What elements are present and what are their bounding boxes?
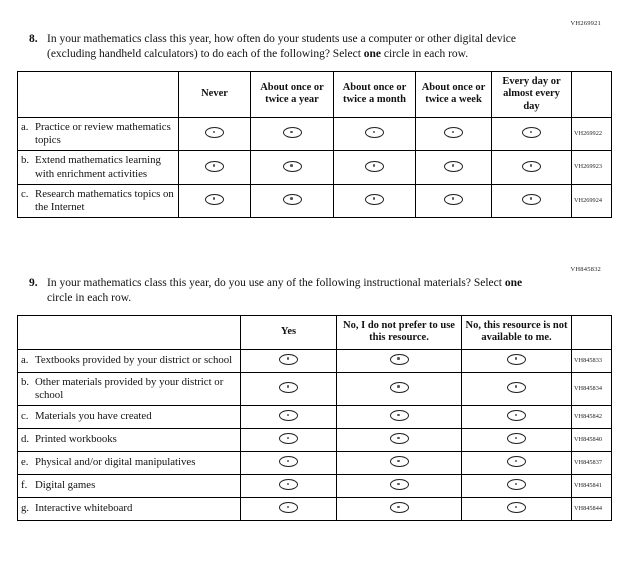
response-oval[interactable] [390,354,409,365]
response-oval[interactable] [279,410,298,421]
response-oval[interactable] [444,161,463,172]
option-cell [337,406,462,429]
corner-cell [18,315,241,349]
option-cell [462,349,572,372]
option-cell [179,184,251,217]
column-header-never: Never [179,71,251,117]
option-cell [241,475,337,498]
response-oval[interactable] [390,456,409,467]
q8-header-row [18,71,612,117]
response-oval[interactable] [507,410,526,421]
option-cell [334,184,416,217]
column-header-year: About once or twice a year [251,71,334,117]
option-cell [251,118,334,151]
response-oval[interactable] [279,354,298,365]
corner-cell [18,71,179,117]
item-code: VH845834 [572,372,612,405]
q9-text-part2: circle in each row. [47,291,132,304]
response-oval[interactable] [205,194,224,205]
row-label: a. Practice or review mathematics topics [18,118,179,151]
response-oval[interactable] [283,194,302,205]
item-code: VH845841 [572,475,612,498]
column-header-yes: Yes [241,315,337,349]
response-oval[interactable] [507,433,526,444]
option-cell [334,118,416,151]
option-cell [462,452,572,475]
option-cell [337,372,462,405]
q8-bold-word: one [363,47,382,60]
option-cell [337,349,462,372]
response-oval[interactable] [444,194,463,205]
option-cell [492,118,572,151]
option-cell [241,372,337,405]
q8-text-part2: circle in each row. [381,47,469,60]
option-cell [337,452,462,475]
q8-version-code: VH269921 [570,20,601,27]
option-cell [241,349,337,372]
table-row [18,184,612,217]
response-oval[interactable] [365,161,384,172]
q9-version-code: VH845832 [570,266,601,274]
item-code: VH269924 [572,184,612,217]
item-code: VH845844 [572,498,612,521]
item-code: VH845840 [572,429,612,452]
item-code: VH845842 [572,406,612,429]
response-oval[interactable] [522,127,541,138]
q8-text-part1: In your mathematics class this year, how often do your students use a computer or other digital device (excluding handheld calculators) to do each of the following? Select [47,33,516,60]
response-oval[interactable] [279,502,298,513]
response-oval[interactable] [279,456,298,467]
option-cell [492,151,572,184]
response-oval[interactable] [507,479,526,490]
q9-header-row [18,315,612,349]
column-header-everyday: Every day or almost every day [492,71,572,117]
response-oval[interactable] [507,456,526,467]
option-cell [337,498,462,521]
response-oval[interactable] [205,127,224,138]
row-label: e. Physical and/or digital manipulatives [18,452,241,475]
table-row [18,475,612,498]
option-cell [179,118,251,151]
table-row [18,372,612,405]
table-row [18,452,612,475]
row-label: c. Research mathematics topics on the Internet [18,184,179,217]
q9-text-part1: In your mathematics class this year, do you use any of the following instructional materials? Select [47,277,505,290]
option-cell [416,184,492,217]
column-header-no-available: No, this resource is not available to me. [462,315,572,349]
row-label: c. Materials you have created [18,406,241,429]
row-label: a. Textbooks provided by your district or school [18,349,241,372]
response-oval[interactable] [365,127,384,138]
response-oval[interactable] [390,479,409,490]
response-oval[interactable] [390,382,409,393]
column-header-no-prefer: No, I do not prefer to use this resource. [337,315,462,349]
response-oval[interactable] [444,127,463,138]
option-cell [337,475,462,498]
table-row [18,429,612,452]
q9-text [47,276,541,306]
option-cell [241,406,337,429]
response-oval[interactable] [522,194,541,205]
option-cell [241,452,337,475]
response-oval[interactable] [390,502,409,513]
option-cell [251,184,334,217]
option-cell [251,151,334,184]
option-cell [462,498,572,521]
q9-bold-word: one [504,277,523,290]
column-header-month: About once or twice a month [334,71,416,117]
option-cell [462,429,572,452]
response-oval[interactable] [507,354,526,365]
item-code: VH269922 [572,118,612,151]
response-oval[interactable] [283,161,302,172]
response-oval[interactable] [279,433,298,444]
response-oval[interactable] [390,433,409,444]
option-cell [241,498,337,521]
option-cell [492,184,572,217]
row-label: g. Interactive whiteboard [18,498,241,521]
column-header-week: About once or twice a week [416,71,492,117]
q8-prompt [29,32,541,62]
response-oval[interactable] [365,194,384,205]
q9-prompt [29,276,541,306]
response-oval[interactable] [507,382,526,393]
row-label: b. Extend mathematics learning with enrichment activities [18,151,179,184]
q9-response-grid [17,315,612,521]
item-code: VH845837 [572,452,612,475]
corner-cell [572,315,612,349]
response-oval[interactable] [279,479,298,490]
response-oval[interactable] [390,410,409,421]
row-label: b. Other materials provided by your district or school [18,372,241,405]
response-oval[interactable] [522,161,541,172]
option-cell [179,151,251,184]
option-cell [416,151,492,184]
q8-response-grid [17,71,612,218]
option-cell [462,372,572,405]
table-row [18,151,612,184]
corner-cell [572,71,612,117]
table-row [18,498,612,521]
option-cell [337,429,462,452]
option-cell [462,406,572,429]
row-label: f. Digital games [18,475,241,498]
item-code: VH845833 [572,349,612,372]
option-cell [241,429,337,452]
response-oval[interactable] [283,127,302,138]
response-oval[interactable] [205,161,224,172]
table-row [18,118,612,151]
row-label: d. Printed workbooks [18,429,241,452]
option-cell [334,151,416,184]
q9-number: 9. [29,277,38,290]
option-cell [416,118,492,151]
response-oval[interactable] [507,502,526,513]
q8-text [47,32,541,62]
table-row [18,349,612,372]
response-oval[interactable] [279,382,298,393]
table-row [18,406,612,429]
item-code: VH269923 [572,151,612,184]
q8-number: 8. [29,33,38,45]
option-cell [462,475,572,498]
